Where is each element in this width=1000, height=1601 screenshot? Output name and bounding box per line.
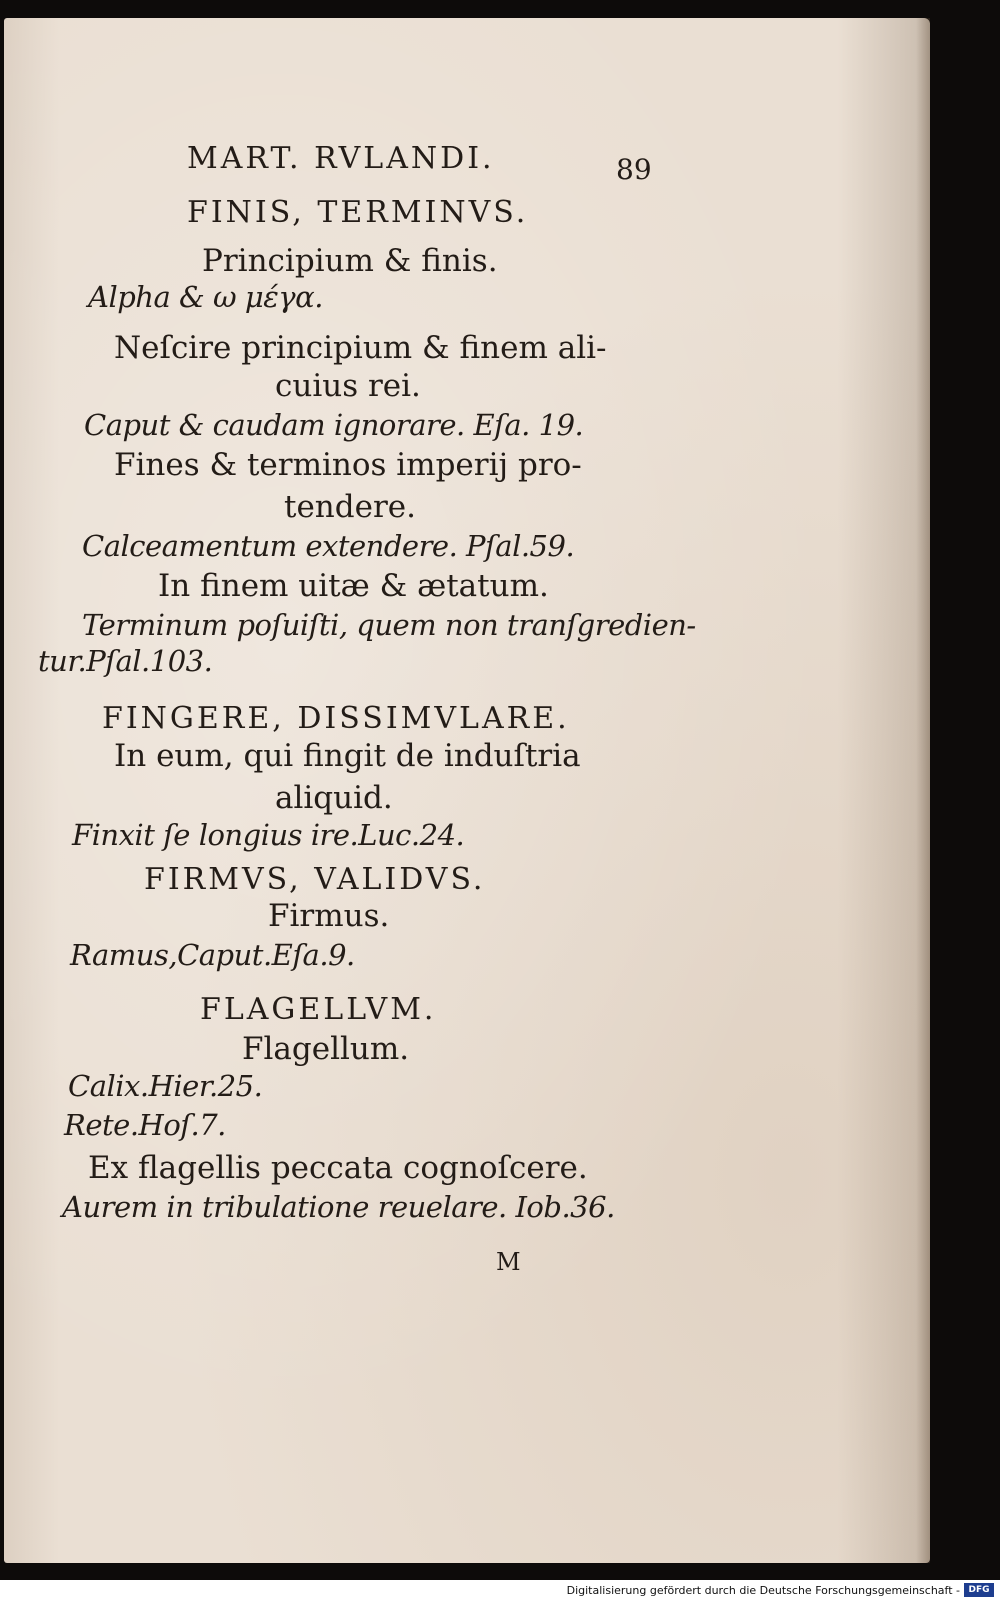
text-line: Caput & caudam ignorare. Eſa. 19. bbox=[84, 408, 584, 442]
digitization-footer bbox=[0, 1580, 1000, 1601]
heading-flagellum: FLAGELLVM. bbox=[200, 992, 437, 1027]
heading-fingere: FINGERE, DISSIMVLARE. bbox=[102, 701, 570, 736]
text-line: tendere. bbox=[284, 489, 416, 525]
heading-finis: FINIS, TERMINVS. bbox=[187, 195, 529, 230]
text-line: Terminum poſuiſti, quem non tranſgredien- bbox=[82, 608, 696, 642]
book-page bbox=[4, 18, 930, 1563]
text-line: cuius rei. bbox=[275, 368, 421, 404]
dfg-logo-icon: DFG bbox=[964, 1583, 994, 1597]
text-line: In eum, qui fingit de induſtria bbox=[114, 738, 581, 774]
text-line: Rete.Hoſ.7. bbox=[64, 1108, 226, 1142]
heading-firmus: FIRMVS, VALIDVS. bbox=[144, 862, 486, 897]
text-line: Flagellum. bbox=[242, 1031, 410, 1067]
text-line: tur.Pſal.103. bbox=[38, 644, 213, 678]
text-line: Principium & finis. bbox=[202, 243, 498, 279]
text-line: Calceamentum extendere. Pſal.59. bbox=[82, 529, 575, 563]
text-line: Aurem in tribulatione reuelare. Iob.36. bbox=[62, 1190, 615, 1224]
text-line: Ex flagellis peccata cognoſcere. bbox=[88, 1150, 588, 1186]
text-line: Alpha & ω μέγα. bbox=[88, 280, 323, 314]
signature-mark: M bbox=[496, 1248, 521, 1276]
funding-credit: Digitalisierung gefördert durch die Deutsche Forschungsgemeinschaft - bbox=[566, 1584, 960, 1597]
text-line: aliquid. bbox=[275, 780, 393, 816]
page-gutter-shadow bbox=[916, 18, 930, 1563]
text-line: Calix.Hier.25. bbox=[68, 1069, 263, 1103]
text-line: In finem uitæ & ætatum. bbox=[158, 568, 549, 604]
text-line: Firmus. bbox=[268, 898, 390, 934]
folio-number: 89 bbox=[616, 153, 652, 186]
text-line: Finxit ſe longius ire.Luc.24. bbox=[72, 818, 465, 852]
text-line: Fines & terminos imperij pro- bbox=[114, 447, 582, 483]
running-head: MART. RVLANDI. bbox=[187, 141, 495, 176]
text-line: Neſcire principium & finem ali- bbox=[114, 330, 607, 366]
text-line: Ramus,Caput.Eſa.9. bbox=[70, 938, 355, 972]
